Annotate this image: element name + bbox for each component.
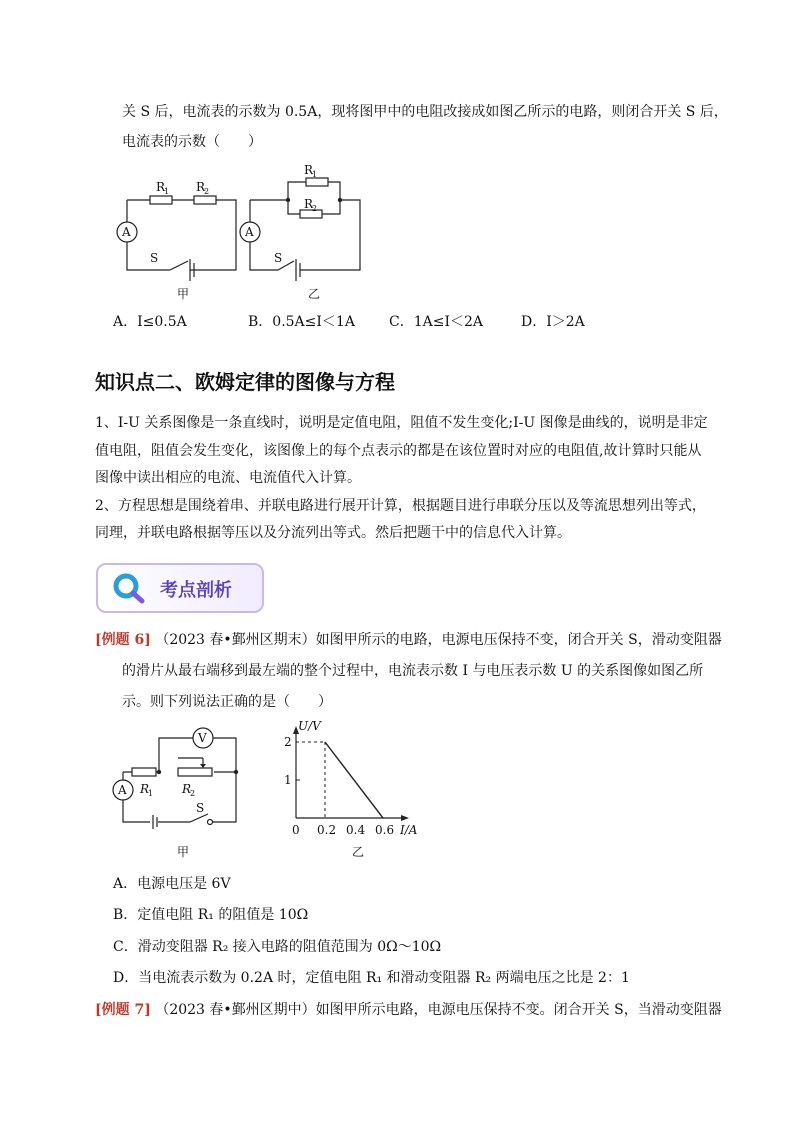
- r1-sub: 1: [148, 789, 154, 798]
- example-6-line: [95, 630, 722, 650]
- question-text-line: 关 S 后，电流表的示数为 0.5A，现将图甲中的电阻改接成如图乙所示的电路，则闭合开关 S 后，: [122, 104, 728, 120]
- circuit-figure-series-parallel: [110, 160, 370, 305]
- r1-label: R: [304, 163, 314, 177]
- r2-sub: 2: [312, 204, 318, 213]
- r1-sub: 1: [312, 170, 318, 179]
- x-tick-label: 0.4: [346, 823, 366, 837]
- option-b[interactable]: B．0.5A≤I＜1A: [248, 314, 355, 330]
- graph-line: [325, 742, 383, 818]
- paragraph-line: 2、方程思想是围绕着串、并联电路进行展开计算，根据题目进行串联分压以及等流思想列出等式，: [95, 498, 706, 514]
- ui-graph: [280, 718, 440, 864]
- ammeter-label: A: [245, 225, 254, 239]
- r2-label: R: [304, 197, 314, 211]
- example-6-label: [例题 6]: [95, 632, 151, 648]
- switch-label: S: [274, 251, 283, 265]
- figure-label-jia: 甲: [177, 845, 190, 859]
- x-tick-label: 0.2: [317, 823, 337, 837]
- question-text-line: 示。则下列说法正确的是（ ）: [122, 694, 332, 710]
- x-axis-label: I/A: [400, 823, 418, 837]
- option-c[interactable]: C．滑动变阻器 R₂ 接入电路的阻值范围为 0Ω～10Ω: [113, 939, 442, 955]
- option-d[interactable]: D．I＞2A: [521, 314, 585, 330]
- paragraph-line: 同理，并联电路根据等压以及分流列出等式。然后把题干中的信息代入计算。: [95, 525, 571, 541]
- ammeter-label: A: [122, 225, 131, 239]
- circuit-figure-jia: [106, 718, 246, 864]
- figure-label-jia: 甲: [177, 287, 190, 301]
- r2-label: R: [196, 180, 206, 194]
- option-b[interactable]: B．定值电阻 R₁ 的阻值是 10Ω: [113, 907, 309, 923]
- ammeter-label: A: [118, 783, 127, 797]
- search-icon: [112, 572, 146, 604]
- r2-sub: 2: [190, 789, 196, 798]
- option-c[interactable]: C．1A≤I＜2A: [389, 314, 484, 330]
- x-tick-label: 0.6: [375, 823, 395, 837]
- voltmeter-label: V: [198, 731, 207, 745]
- y-tick-label: 1: [284, 773, 292, 787]
- figure-label-yi: 乙: [308, 287, 321, 301]
- example-7-line: [95, 1000, 722, 1020]
- paragraph-line: 值电阻，阻值会发生变化，该图像上的每个点表示的都是在该位置时对应的电阻值,故计算时只能从: [95, 443, 702, 459]
- paragraph-line: 1、I-U 关系图像是一条直线时，说明是定值电阻，阻值不发生变化;I-U 图像是曲线的，说明是非定: [95, 415, 708, 431]
- example-6-text: （2023 春•鄞州区期末）如图甲所示的电路，电源电压保持不变，闭合开关 S，滑动变阻器: [155, 632, 722, 648]
- option-a[interactable]: A．I≤0.5A: [113, 314, 187, 330]
- r1-sub: 1: [164, 187, 170, 196]
- question-text-line: 的滑片从最右端移到最左端的整个过程中，电流表示数 I 与电压表示数 U 的关系图像如图乙所: [122, 663, 704, 679]
- section-heading: 知识点二、欧姆定律的图像与方程: [95, 370, 395, 394]
- r1-label: R: [140, 782, 150, 796]
- paragraph-line: 图像中读出相应的电流、电流值代入计算。: [95, 470, 361, 486]
- y-tick-label: 2: [284, 735, 292, 749]
- option-d[interactable]: D．当电流表示数为 0.2A 时，定值电阻 R₁ 和滑动变阻器 R₂ 两端电压之比是 2：1: [113, 970, 630, 986]
- switch-label: S: [150, 251, 159, 265]
- y-axis-label: U/V: [298, 719, 321, 733]
- switch-label: S: [196, 801, 205, 815]
- r1-label: R: [156, 180, 166, 194]
- r2-label: R: [182, 782, 192, 796]
- example-7-text: （2023 春•鄞州区期中）如图甲所示电路，电源电压保持不变。闭合开关 S，当滑动变阻器: [155, 1002, 722, 1018]
- question-text-line: 电流表的示数（ ）: [122, 134, 262, 150]
- figure-label-yi: 乙: [352, 845, 365, 859]
- x-tick-label: 0: [292, 823, 300, 837]
- r2-sub: 2: [204, 187, 210, 196]
- banner-title: 考点剖析: [160, 580, 232, 601]
- analysis-banner: [96, 563, 264, 613]
- example-7-label: [例题 7]: [95, 1002, 151, 1018]
- option-a[interactable]: A．电源电压是 6V: [113, 876, 231, 892]
